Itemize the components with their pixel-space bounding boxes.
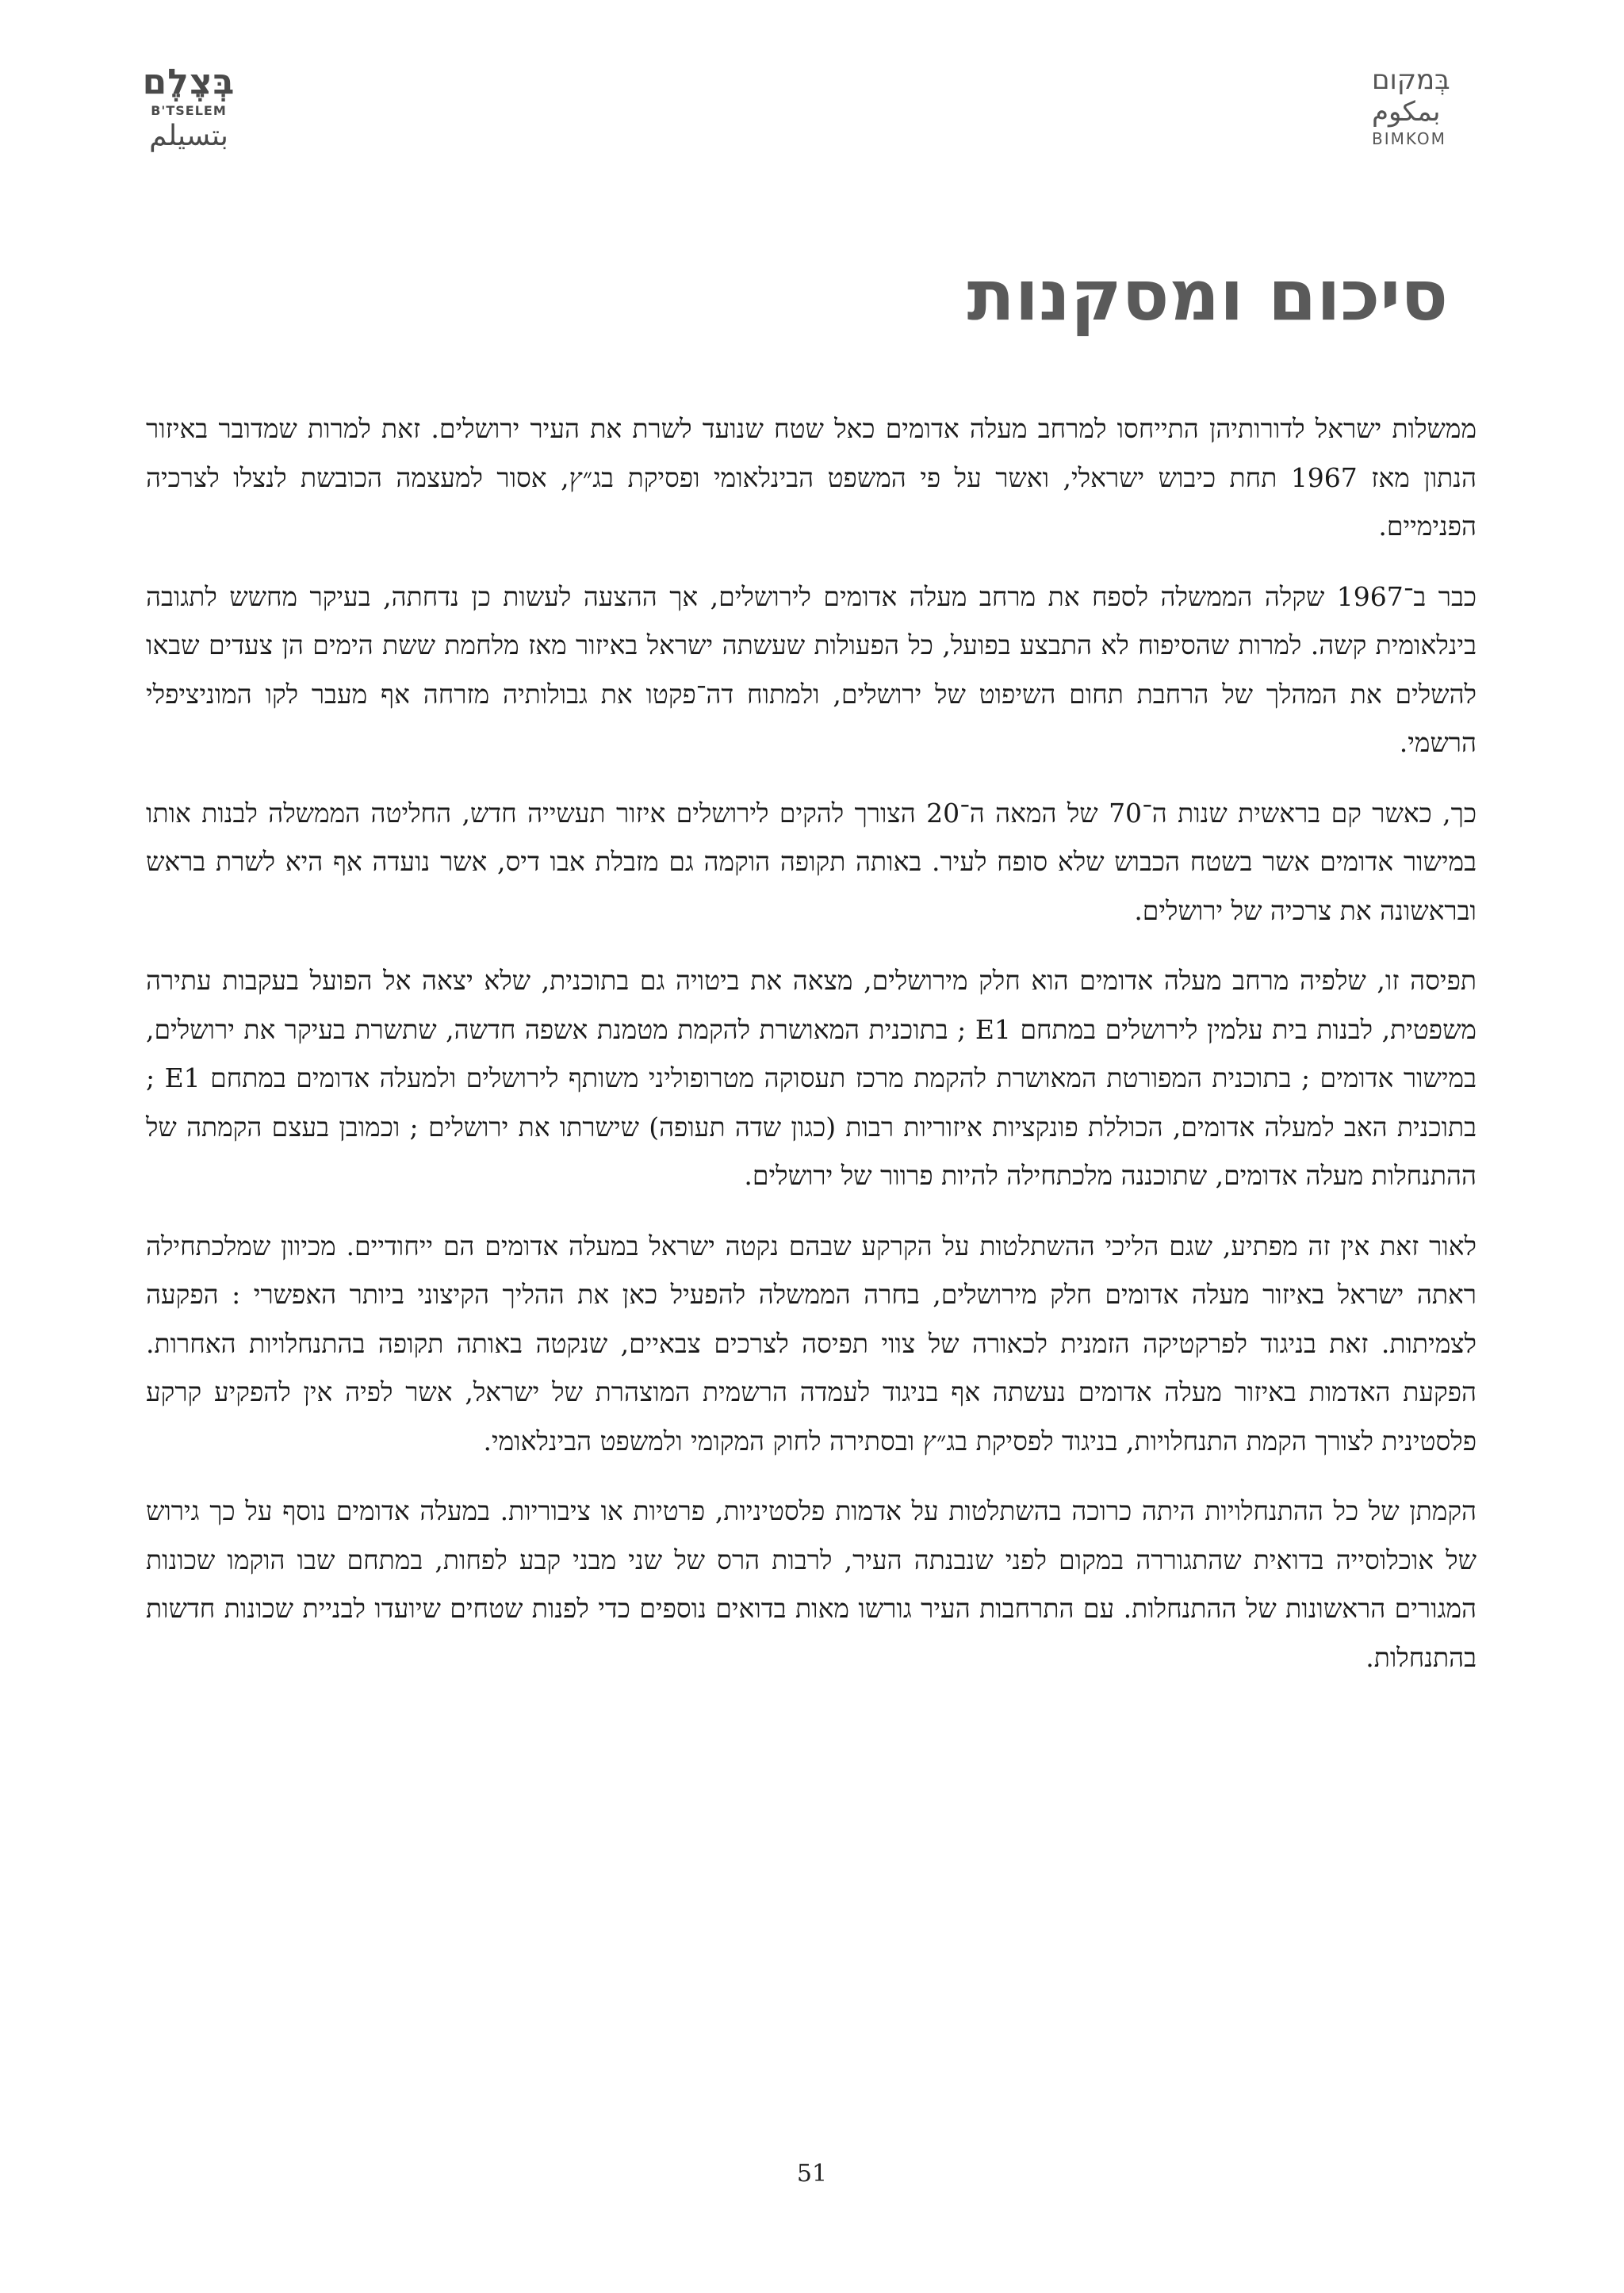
paragraph-5: לאור זאת אין זה מפתיע, שגם הליכי ההשתלטות על הקרקע שבהם נקטה ישראל במעלה אדומים הם ייחודיים. מכיוון שמלכתחילה ראתה ישראל באיזור מעלה אדומים חלק מירושלים, בחרה הממשלה להפעיל כאן את ההליך הקיצוני ביותר האפשרי : הפקעה לצמיתות. זאת בניגוד לפרקטיקה הזמנית לכאורה של צווי תפיסה לצרכים צבאיים, שנקטה באותה תקופה בהתנחלויות האחרות. הפקעת האדמות באיזור מעלה אדומים נעשתה אף בניגוד לעמדה הרשמית המוצהרת של ישראל, אשר לפיה אין להפקיע קרקע פלסטינית לצורך הקמת התנחלויות, בניגוד לפסיקת בג״ץ ובסתירה לחוק המקומי ולמשפט הבינלאומי. xyxy=(146,1230,1477,1457)
bimkom-logo-hebrew: בְּמקום xyxy=(1372,64,1450,96)
btselem-logo-latin: B'TSELEM xyxy=(151,103,227,118)
page-title: סיכום ומסקנות xyxy=(967,255,1448,336)
paragraph-3: כך, כאשר קם בראשית שנות ה־70 של המאה ה־20 הצורך להקים לירושלים איזור תעשייה חדש, החליטה הממשלה לבנות אותו במישור אדומים אשר בשטח הכבוש שלא סופח לעיר. באותה תקופה הוקמה גם מזבלת אבו דיס, אשר נועדה אף היא לשרת בראש ובראשונה את צרכיה של ירושלים. xyxy=(146,797,1477,926)
bimkom-logo-arabic: بمكوم xyxy=(1372,96,1441,128)
btselem-logo-hebrew: בְּצֶלֶם xyxy=(142,62,236,102)
paragraph-6: הקמתן של כל ההתנחלויות היתה כרוכה בהשתלטות על אדמות פלסטיניות, פרטיות או ציבוריות. במעלה אדומים נוסף על כך גירוש של אוכלוסייה בדואית שהתגוררה במקום לפני שנבנתה העיר, לרבות הרס של שני מבני קבע לפחות, במתחם שבו הוקמו שכונות המגורים הראשונות של ההתנחלות. עם התרחבות העיר גורשו מאות בדואים נוספים כדי לפנות שטחים שיועדו לבניית שכונות חדשות בהתנחלות. xyxy=(146,1495,1477,1673)
paragraph-1: ממשלות ישראל לדורותיהן התייחסו למרחב מעלה אדומים כאל שטח שנועד לשרת את העיר ירושלים. זאת למרות שמדובר באיזור הנתון מאז 1967 תחת כיבוש ישראלי, ואשר על פי המשפט הבינלאומי ופסיקת בג״ץ, אסור למעצמה הכובשת לנצלו לצרכיה הפנימיים. xyxy=(146,413,1477,542)
bimkom-logo-latin: BIMKOM xyxy=(1372,129,1446,148)
btselem-logo xyxy=(133,62,244,181)
bimkom-logo xyxy=(1372,65,1491,176)
page-number: 51 xyxy=(796,2160,828,2188)
paragraph-4: תפיסה זו, שלפיה מרחב מעלה אדומים הוא חלק מירושלים, מצאה את ביטויה גם בתוכנית, שלא יצאה אל הפועל בעקבות עתירה משפטית, לבנות בית עלמין לירושלים במתחם E1 ; בתוכנית המאושרת להקמת מטמנת אשפה חדשה, שתשרת בעיקר את ירושלים, במישור אדומים ; בתוכנית המפורטת המאושרת להקמת מרכז תעסוקה מטרופוליני משותף לירושלים ולמעלה אדומים במתחם E1 ; בתוכנית האב למעלה אדומים, הכוללת פונקציות איזוריות רבות (כגון שדה תעופה) שישרתו את ירושלים ; וכמובן בעצם הקמתה של ההתנחלות מעלה אדומים, שתוכננה מלכתחילה להיות פרוור של ירושלים. xyxy=(146,965,1477,1191)
btselem-logo-arabic: بتسيلم xyxy=(149,120,228,152)
body-text xyxy=(146,404,1477,1703)
paragraph-2: כבר ב־1967 שקלה הממשלה לספח את מרחב מעלה אדומים לירושלים, אך ההצעה לעשות כן נדחתה, בעיקר מחשש לתגובה בינלאומית קשה. למרות שהסיפוח לא התבצע בפועל, כל הפעולות שעשתה ישראל באיזור מאז מלחמת ששת הימים הן צעדים שבאו להשלים את המהלך של הרחבת תחום השיפוט של ירושלים, ולמתוח דה־פקטו את גבולותיה מזרחה אף מעבר לקו המוניציפלי הרשמי. xyxy=(146,580,1477,758)
